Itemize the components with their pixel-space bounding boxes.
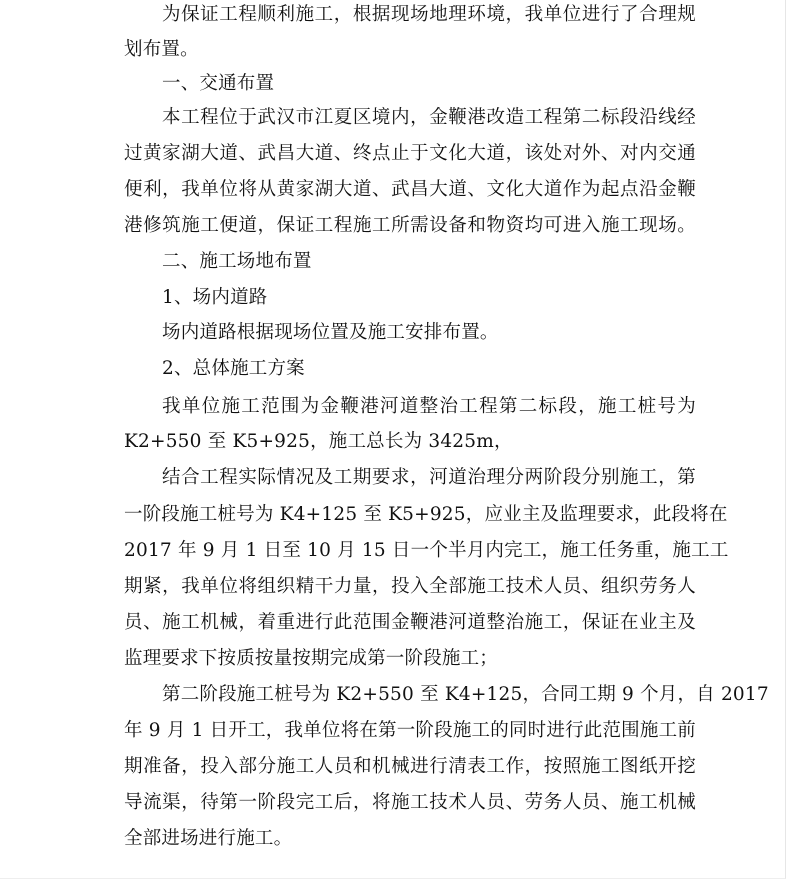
paragraph-line: 期准备，投入部分施工人员和机械进行清表工作，按照施工图纸开挖 — [124, 756, 696, 777]
paragraph-line: 结合工程实际情况及工期要求，河道治理分两阶段分别施工，第 — [162, 467, 696, 488]
subsection-heading: 1、场内道路 — [162, 287, 268, 308]
paragraph-line: 港修筑施工便道，保证工程施工所需设备和物资均可进入施工现场。 — [124, 215, 696, 236]
paragraph-line: 划布置。 — [124, 39, 199, 60]
paragraph-line: 员、施工机械，着重进行此范围金鞭港河道整治施工，保证在业主及 — [124, 612, 696, 633]
paragraph-line: 第二阶段施工桩号为 K2+550 至 K4+125，合同工期 9 个月，自 2017 — [162, 684, 769, 705]
paragraph-line: K2+550 至 K5+925，施工总长为 3425m， — [124, 431, 513, 452]
paragraph-line: 我单位施工范围为金鞭港河道整治工程第二标段，施工桩号为 — [162, 396, 696, 417]
subsection-heading: 2、总体施工方案 — [162, 358, 305, 379]
paragraph-line: 年 9 月 1 日开工，我单位将在第一阶段施工的同时进行此范围施工前 — [124, 720, 696, 741]
paragraph-line: 期紧，我单位将组织精干力量，投入全部施工技术人员、组织劳务人 — [124, 576, 696, 597]
paragraph-line: 本工程位于武汉市江夏区境内，金鞭港改造工程第二标段沿线经 — [162, 107, 696, 128]
paragraph-line: 场内道路根据现场位置及施工安排布置。 — [162, 322, 499, 343]
paragraph-line: 监理要求下按质按量按期完成第一阶段施工； — [124, 648, 499, 669]
section-heading: 一、交通布置 — [162, 73, 275, 94]
paragraph-line: 为保证工程顺利施工，根据现场地理环境，我单位进行了合理规 — [162, 4, 696, 25]
section-heading: 二、施工场地布置 — [162, 251, 312, 272]
paragraph-line: 一阶段施工桩号为 K4+125 至 K5+925，应业主及监理要求，此段将在 — [124, 504, 728, 525]
paragraph-line: 便利，我单位将从黄家湖大道、武昌大道、文化大道作为起点沿金鞭 — [124, 179, 696, 200]
paragraph-line: 过黄家湖大道、武昌大道、终点止于文化大道，该处对外、对内交通 — [124, 143, 696, 164]
paragraph-line: 2017 年 9 月 1 日至 10 月 15 日一个半月内完工，施工任务重，施工工 — [124, 540, 729, 561]
paragraph-line: 全部进场进行施工。 — [124, 828, 293, 849]
paragraph-line: 导流渠，待第一阶段完工后，将施工技术人员、劳务人员、施工机械 — [124, 792, 696, 813]
